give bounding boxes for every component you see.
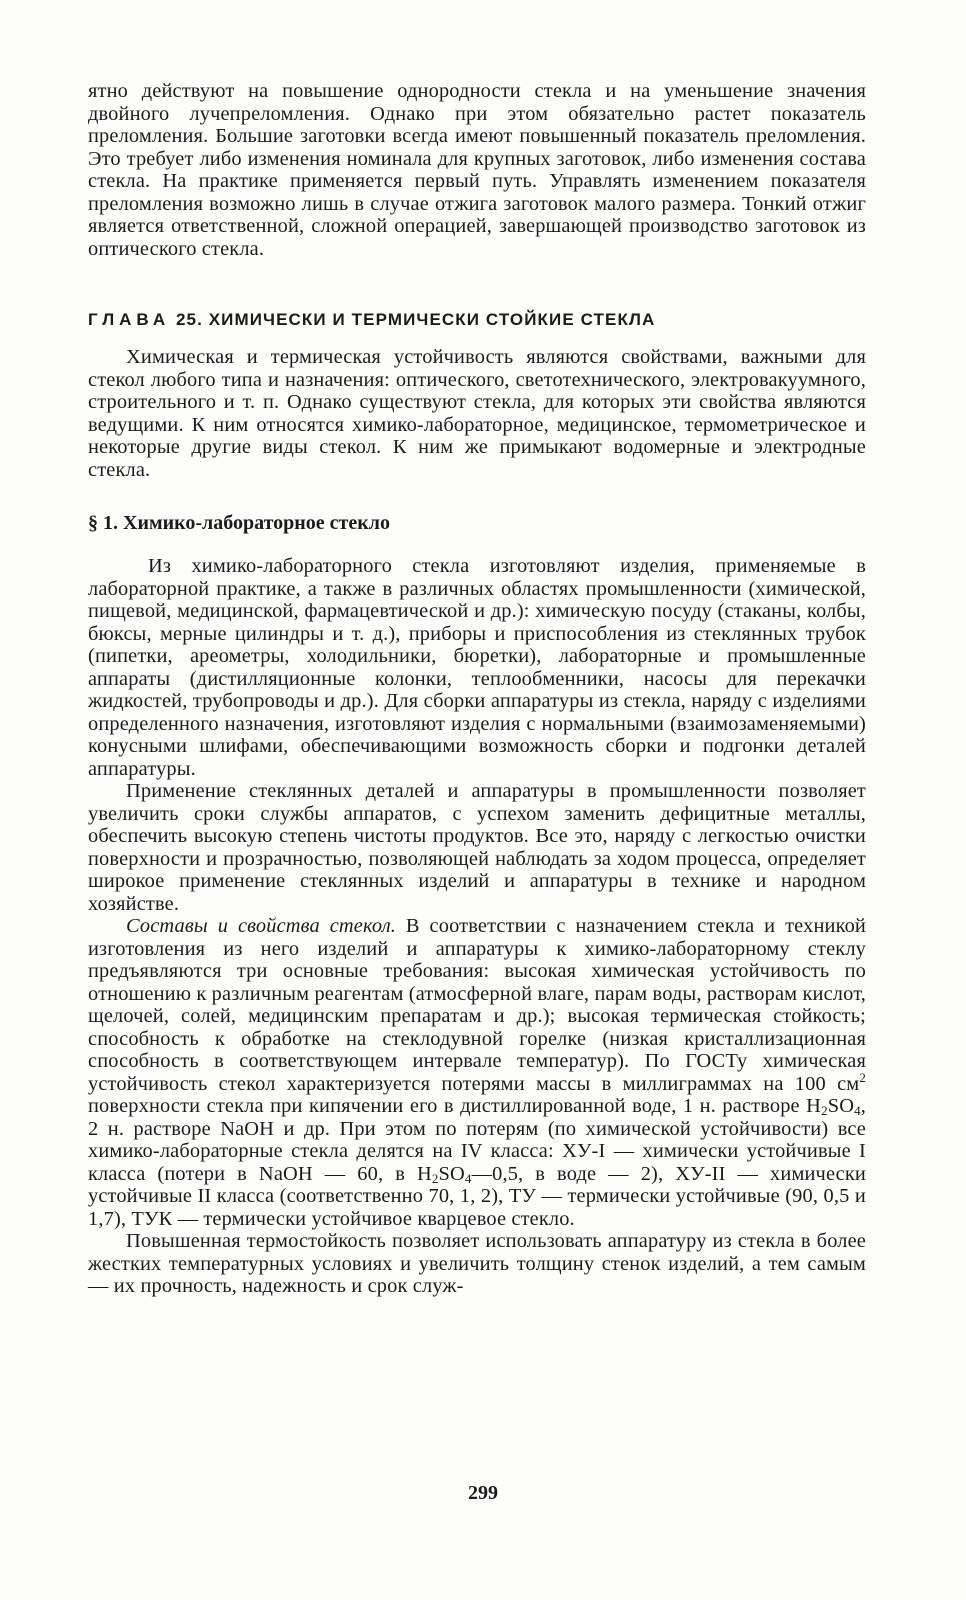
subscript: 4 [464,1170,472,1186]
subscript: 2 [431,1170,439,1186]
subscript: 2 [821,1103,828,1118]
chapter-intro-paragraph: Химическая и термическая устойчивость являются свойствами, важными для стекол любого типа и назначения: оптического, светотехнического, электровакуумного, строительного и т. п. Однако существуют стекла, для которых эти свойства являются ведущими. К ним относятся химико-лабораторное, медицинское, термометрическое и некоторые другие виды стекол. К ним же примыкают водомерные и электродные стекла. [88,346,866,481]
chapter-title-text: 25. ХИМИЧЕСКИ И ТЕРМИЧЕСКИ СТОЙКИЕ СТЕКЛА [175,310,656,329]
section-paragraph-4: Повышенная термостойкость позволяет использовать аппаратуру из стекла в более жестких температурных условиях и увеличить толщину стенок изделий, а тем самым — их прочность, надежность и срок служ- [88,1230,866,1297]
page-body [88,80,866,1298]
paragraph-3-text-b: поверхности стекла при кипячении его в дистиллированной воде, 1 н. растворе H [88,1095,822,1117]
paragraph-3-text-a: В соответствии с назначением стекла и техникой изготовления из него изделий и аппаратуры к химико-лабораторному стеклу предъявляются три основные требования: высокая химическая устойчивость по отношению к различным реагентам (атмосферной влаге, парам воды, растворам кислот, щелочей, солей, медицинским препаратам и др.); высокая термическая стойкость; способность к обработке на стеклодувной горелке (низкая кристаллизационная способность в соответствующем интервале температур). По ГОСТу химическая устойчивость стекол характеризуется потерями массы в миллиграммах на 100 см [88,915,866,1095]
paragraph-3-text-e: SO [438,1162,465,1185]
superscript: 2 [859,1069,866,1085]
page-number: 299 [468,1482,498,1504]
section-paragraph-1: Из химико-лабораторного стекла изготовляют изделия, применяемые в лабораторной практике, а также в различных областях промышленности (химической, пищевой, медицинской, фармацевтической и др.): химическую посуду (стаканы, колбы, бюксы, мерные цилиндры и т. д.), приборы и приспособления из стеклянных трубок (пипетки, ареометры, холодильники, бюретки), лабораторные и промышленные аппараты (дистилляционные колонки, теплообменники, насосы для перекачки жидкостей, трубопроводы и др.). Для сборки аппаратуры из стекла, наряду с изделиями определенного назначения, изготовляют изделия с нормальными (взаимозаменяемыми) конусными шлифами, обеспечивающими возможность сборки и подгонки деталей аппаратуры. [88,555,866,780]
italic-lead-in: Составы и свойства стекол. [126,915,397,937]
subscript: 4 [854,1103,861,1118]
chapter-heading [88,310,866,330]
paragraph-3-text-f: —0,5, в воде — 2), ХУ-II — химически устойчивые II класса (соответственно 70, 1, 2), ТУ — термически устойчивые (90, 0,5 и 1,7), ТУК — термически устойчивое кварцевое стекло. [88,1162,866,1230]
chapter-label: ГЛАВА [88,310,171,329]
paragraph-3-text-d: , 2 н. растворе NaOH и др. При этом по потерям (по химической устойчивости) все химико-лабораторные стекла делятся на IV класса: ХУ-I — химически устойчивые I класса (потери в NaOH — 60, в H [88,1095,866,1185]
section-paragraph-3 [88,915,866,1230]
continued-paragraph: ятно действуют на повышение однородности стекла и на уменьшение значения двойного лучепреломления. Однако при этом обязательно растет показатель преломления. Большие заготовки всегда имеют повышенный показатель преломления. Это требует либо изменения номинала для крупных заготовок, либо изменения состава стекла. На практике применяется первый путь. Управлять изменением показателя преломления возможно лишь в случае отжига заготовок малого размера. Тонкий отжиг является ответственной, сложной операцией, завершающей производство заготовок из оптического стекла. [88,80,866,260]
section-heading: § 1. Химико-лабораторное стекло [88,512,391,534]
paragraph-3-text-c: SO [827,1095,855,1117]
section-paragraph-2: Применение стеклянных деталей и аппаратуры в промышленности позволяет увеличить сроки службы аппаратов, с успехом заменить дефицитные металлы, обеспечить высокую степень чистоты продуктов. Все это, наряду с легкостью очистки поверхности и прозрачностью, позволяющей наблюдать за ходом процесса, определяет широкое применение стеклянных изделий и аппаратуры в технике и народном хозяйстве. [88,780,866,915]
